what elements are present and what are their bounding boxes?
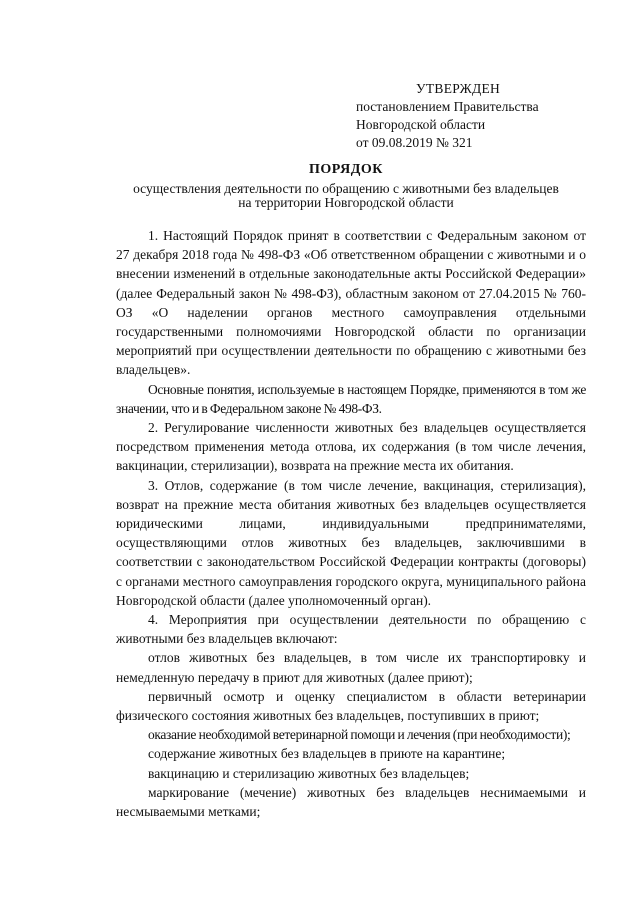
paragraph-2: 2. Регулирование численности животных без владельцев осуществляется посредством применения метода отлова, их содержания (в том числе лечения, вакцинации, стерилизации), возврата на прежние места их обитания.	[116, 420, 586, 474]
document-title: ПОРЯДОК	[309, 162, 383, 177]
paragraph-1: 1. Настоящий Порядок принят в соответствии с Федеральным законом от 27 декабря 2018 года № 498-ФЗ «Об ответственном обращении с животными и о внесении изменений в отдельные законодательные акты Российской Федерации» (далее Федеральный закон № 498-ФЗ), областным законом от 27.04.2015 № 760-ОЗ «О наделении органов местного самоуправления отдельными государственными полномочиями Новгородской области по организации мероприятий при осуществлении деятельности по обращению с животными без владельцев».	[116, 228, 586, 378]
approval-block	[356, 80, 616, 152]
approval-heading: УТВЕРЖДЕН	[416, 81, 501, 96]
approval-line-region: Новгородской области	[356, 117, 486, 132]
subtitle-line-2: на территории Новгородской области	[238, 195, 454, 210]
list-item-capture: отлов животных без владельцев, в том числе их транспортировку и немедленную передачу в приют для животных (далее приют);	[116, 650, 586, 685]
document-body	[116, 226, 586, 821]
subtitle-line-1: осуществления деятельности по обращению с животными без владельцев	[133, 181, 559, 196]
list-item-inspection: первичный осмотр и оценку специалистом в области ветеринарии физического состояния животных без владельцев, поступивших в приют;	[116, 688, 586, 724]
list-item-quarantine: содержание животных без владельцев в приюте на карантине;	[148, 746, 506, 762]
paragraph-basic-terms: Основные понятия, используемые в настоящем Порядке, применяются в том же значении, что и в Федеральном законе № 498-ФЗ.	[116, 381, 586, 416]
approval-line-date: от 09.08.2019 № 321	[356, 135, 473, 150]
paragraph-3: 3. Отлов, содержание (в том числе лечение, вакцинация, стерилизация), возврат на прежние места обитания животных без владельцев осуществляется юридическими лицами, индивидуальными предпринимателями, осуществляющими отлов животных без владельцев, заключившими в соответствии с законодательством Российской Федерации контракты (договоры) с органами местного самоуправления городского округа, муниципального района Новгородской области (далее уполномоченный орган).	[116, 477, 586, 608]
document-subtitle	[116, 182, 576, 210]
list-item-marking: маркирование (мечение) животных без владельцев неснимаемыми и несмываемыми метками;	[116, 784, 586, 820]
approval-line-resolution: постановлением Правительства	[356, 99, 539, 114]
list-item-vaccination: вакцинацию и стерилизацию животных без владельцев;	[148, 765, 470, 781]
paragraph-4: 4. Мероприятия при осуществлении деятельности по обращению с животными без владельцев включают:	[116, 612, 586, 647]
list-item-vet-care: оказание необходимой ветеринарной помощи и лечения (при необходимости);	[148, 727, 571, 743]
